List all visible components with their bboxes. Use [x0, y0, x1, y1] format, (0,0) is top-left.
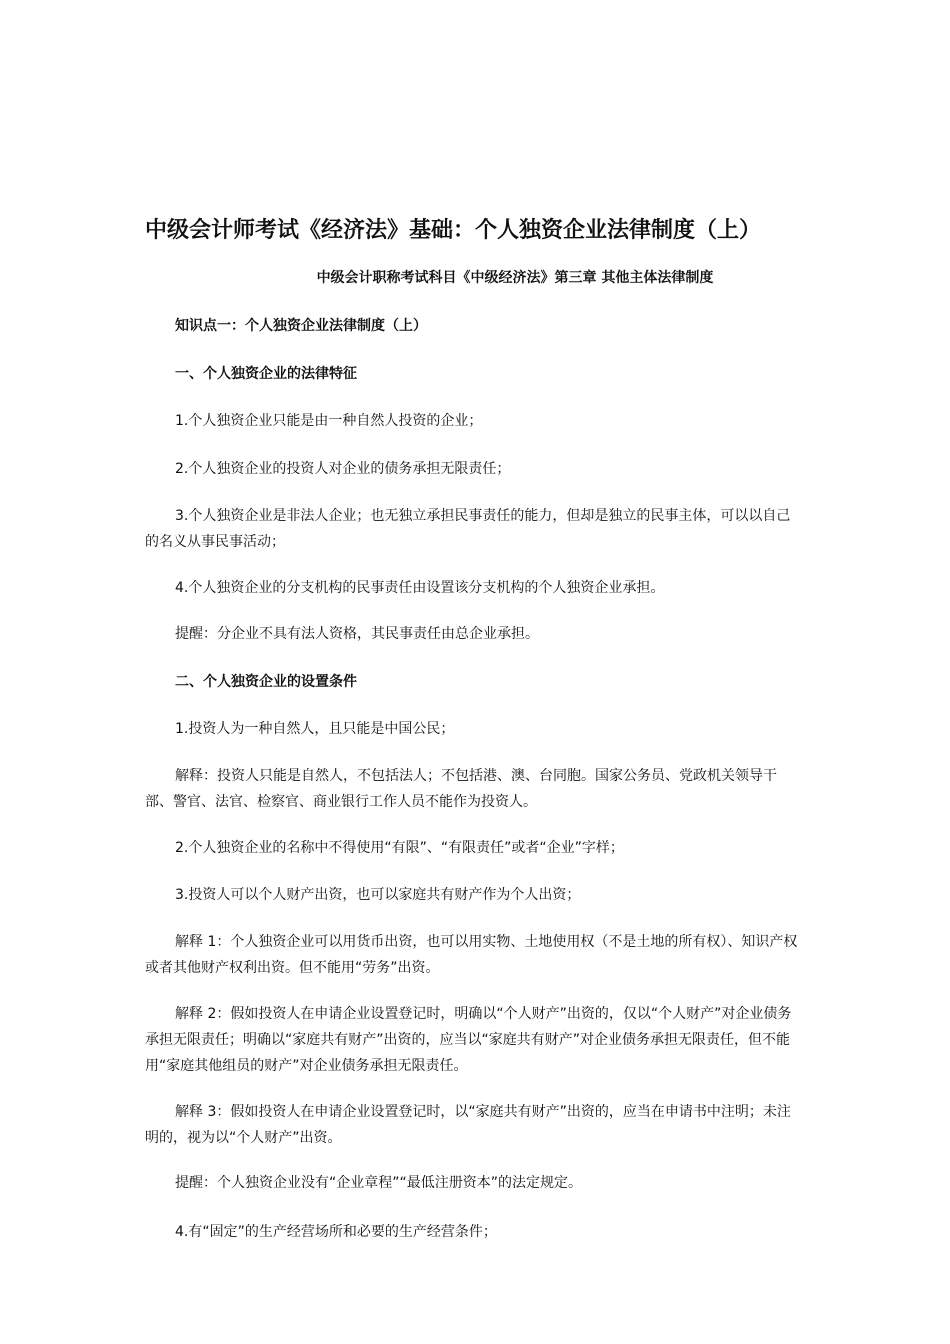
paragraph-text: 2.个人独资企业的名称中不得使用“有限”、“有限责任”或者“企业”字样； [175, 840, 624, 856]
paragraph [145, 456, 800, 482]
reminder-paragraph [145, 621, 800, 647]
section-heading-knowledge-point [145, 313, 800, 339]
paragraph-text: 提醒：个人独资企业没有“企业章程”“最低注册资本”的法定规定。 [175, 1175, 583, 1191]
section-heading-legal-features [145, 361, 800, 387]
paragraph-text: 3.个人独资企业是非法人企业；也无独立承担民事责任的能力，但却是独立的民事主体，可以以自己的名义从事民事活动； [145, 508, 791, 550]
paragraph-text: 二、个人独资企业的设置条件 [175, 674, 357, 690]
paragraph [145, 503, 800, 555]
paragraph-text: 1.个人独资企业只能是由一种自然人投资的企业； [175, 413, 483, 429]
paragraph [145, 716, 800, 742]
paragraph-text: 解释：投资人只能是自然人，不包括法人；不包括港、澳、台同胞。国家公务员、党政机关领导干部、警官、法官、检察官、商业银行工作人员不能作为投资人。 [145, 768, 777, 810]
paragraph [145, 575, 800, 601]
reminder-paragraph [145, 1170, 800, 1196]
paragraph-text: 3.投资人可以个人财产出资，也可以家庭共有财产作为个人出资； [175, 887, 581, 903]
paragraph-text: 一、个人独资企业的法律特征 [175, 366, 357, 382]
paragraph [145, 408, 800, 434]
document-subtitle: 中级会计职称考试科目《中级经济法》第三章 其他主体法律制度 [316, 270, 714, 286]
paragraph-text: 4.个人独资企业的分支机构的民事责任由设置该分支机构的个人独资企业承担。 [175, 580, 665, 596]
explanation-paragraph [145, 1001, 800, 1079]
document-title: 中级会计师考试《经济法》基础：个人独资企业法律制度（上） [145, 218, 762, 243]
paragraph [145, 882, 800, 908]
paragraph-text: 4.有“固定”的生产经营场所和必要的生产经营条件； [175, 1224, 497, 1240]
paragraph [145, 835, 800, 861]
paragraph-text: 提醒：分企业不具有法人资格，其民事责任由总企业承担。 [175, 626, 539, 642]
paragraph [145, 1219, 800, 1245]
paragraph-text: 知识点一：个人独资企业法律制度（上） [175, 318, 427, 334]
explanation-paragraph [145, 763, 800, 815]
paragraph-text: 解释 2：假如投资人在申请企业设置登记时，明确以“个人财产”出资的，仅以“个人财产”对企业债务承担无限责任；明确以“家庭共有财产”出资的，应当以“家庭共有财产”对企业债务承担无限责任，但不能用“家庭其他组员的财产”对企业债务承担无限责任。 [145, 1006, 792, 1074]
section-heading-setup-conditions [145, 669, 800, 695]
paragraph-text: 解释 3：假如投资人在申请企业设置登记时，以“家庭共有财产”出资的，应当在申请书中注明；未注明的，视为以“个人财产”出资。 [145, 1104, 791, 1146]
explanation-paragraph [145, 929, 800, 981]
paragraph-text: 解释 1：个人独资企业可以用货币出资，也可以用实物、土地使用权（不是土地的所有权）、知识产权或者其他财产权利出资。但不能用“劳务”出资。 [145, 934, 798, 976]
paragraph-text: 1.投资人为一种自然人，且只能是中国公民； [175, 721, 455, 737]
explanation-paragraph [145, 1099, 800, 1151]
paragraph-text: 2.个人独资企业的投资人对企业的债务承担无限责任； [175, 461, 511, 477]
